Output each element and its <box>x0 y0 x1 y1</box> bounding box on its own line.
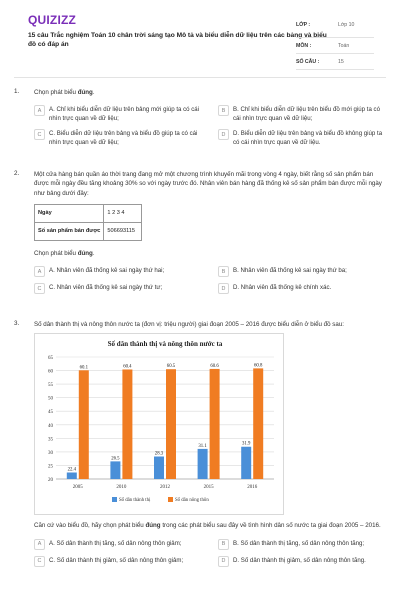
y-tick-label: 60 <box>48 369 53 375</box>
page-title: 15 câu Trắc nghiệm Toán 10 chân trời sáng tạo Mô tả và biểu diễn dữ liệu trên các bảng và biểu đồ có đáp án <box>28 32 327 48</box>
data-label: 22.4 <box>67 467 77 473</box>
prompt-bold: đúng <box>77 249 93 257</box>
bar-rural-2005 <box>79 371 89 480</box>
question-prompt: Một cửa hàng bán quần áo thời trang đang mở một chương trình khuyến mãi trong vòng 4 ngày, biết rằng số sản phẩm bán được mỗi ngày đều tăng khoảng 30% so với ngày trước đó. Nhân viên bán hàng đã thống kê số sản phẩm bán được mỗi ngày như bảng dưới đây: <box>34 171 382 197</box>
x-tick-label: 2016 <box>247 485 258 491</box>
option-b[interactable] <box>218 105 386 123</box>
meta-value: 15 <box>338 58 344 65</box>
option-c[interactable] <box>34 283 202 294</box>
option-d[interactable] <box>218 129 386 147</box>
option-c[interactable] <box>34 129 202 147</box>
legend-swatch <box>168 497 173 502</box>
option-letter: A <box>34 266 45 277</box>
option-letter: D <box>218 129 229 140</box>
option-a[interactable] <box>34 266 202 277</box>
prompt-text: Căn cứ vào biểu đồ, hãy chọn phát biểu <box>34 522 146 530</box>
meta-label: LỚP : <box>296 21 311 28</box>
prompt-bold: đúng <box>145 522 161 530</box>
data-label: 31.1 <box>198 444 207 450</box>
option-letter: B <box>218 266 229 277</box>
option-letter: A <box>34 539 45 550</box>
sales-table <box>34 204 142 241</box>
prompt-text: trong các phát biểu sau đây về tình hình dân số nước ta giai đoạn 2005 – 2016. <box>160 522 381 530</box>
table-cell-label: Ngày <box>35 204 104 222</box>
y-tick-label: 50 <box>48 396 53 402</box>
option-letter: D <box>218 283 229 294</box>
meta-row-class <box>296 12 374 38</box>
question-number: 1. <box>14 88 20 95</box>
option-a[interactable] <box>34 105 202 123</box>
bar-urban-2005 <box>67 473 77 480</box>
option-letter: C <box>34 556 45 567</box>
y-tick-label: 20 <box>48 478 53 484</box>
question-2 <box>14 170 386 294</box>
meta-table <box>296 12 374 70</box>
question-prompt-2 <box>34 249 386 258</box>
prompt-text: Chọn phát biểu <box>34 249 78 257</box>
meta-row-count <box>296 54 374 70</box>
data-label: 60.6 <box>210 364 219 370</box>
meta-label: SỐ CÂU : <box>296 58 320 65</box>
table-row <box>35 222 142 240</box>
option-letter: A <box>34 105 45 116</box>
option-c[interactable] <box>34 556 202 567</box>
x-tick-label: 2015 <box>203 485 214 491</box>
x-tick-label: 2005 <box>72 485 83 491</box>
meta-label: MÔN : <box>296 42 312 49</box>
y-tick-label: 40 <box>48 424 53 430</box>
table-cell-label: Số sản phẩm bán được <box>35 222 104 240</box>
y-tick-label: 65 <box>48 356 53 362</box>
question-prompt: Số dân thành thị và nông thôn nước ta (đơn vị: triệu người) giai đoạn 2005 – 2016 được biểu diễn ở biểu đồ sau: <box>34 321 344 328</box>
option-d[interactable] <box>218 556 386 567</box>
option-a[interactable] <box>34 539 202 550</box>
bar-urban-2010 <box>110 462 120 480</box>
bar-rural-2010 <box>122 370 132 480</box>
option-d[interactable] <box>218 283 386 294</box>
option-text: D. Số dân thành thị giảm, số dân nông thôn tăng. <box>233 556 366 564</box>
option-text: A. Chỉ khi biểu diễn dữ liệu trên bảng mới giúp ta có cái nhìn trực quan về dữ liệu; <box>49 106 200 123</box>
option-letter: B <box>218 539 229 550</box>
option-b[interactable] <box>218 539 386 550</box>
option-letter: C <box>34 283 45 294</box>
option-text: C. Nhân viên đã thống kê sai ngày thứ tư; <box>49 284 163 292</box>
legend-label: Số dân nông thôn <box>175 498 209 504</box>
bar-urban-2016 <box>241 447 251 479</box>
y-tick-label: 25 <box>48 464 53 470</box>
option-text: D. Biểu diễn dữ liệu trên bảng và biểu đồ không giúp ta có cái nhìn trực quan về dữ liệu. <box>233 130 383 147</box>
data-label: 60.8 <box>253 363 263 369</box>
quizizz-logo: QUIZIZZ <box>28 13 77 27</box>
data-label: 60.4 <box>123 364 132 370</box>
answer-options <box>34 266 386 294</box>
meta-row-subject <box>296 38 374 54</box>
option-text: A. Số dân thành thị tăng, số dân nông thôn giảm; <box>49 539 182 547</box>
question-number: 2. <box>14 170 20 177</box>
prompt-text: . <box>92 89 95 96</box>
bar-urban-2012 <box>154 457 164 480</box>
option-b[interactable] <box>218 266 386 277</box>
question-prompt <box>34 88 386 97</box>
option-letter: D <box>218 556 229 567</box>
bar-rural-2016 <box>253 369 263 480</box>
meta-value: Toán <box>338 42 350 49</box>
x-tick-label: 2012 <box>160 485 170 491</box>
data-label: 60.1 <box>79 365 89 371</box>
option-text: C. Số dân thành thị giảm, số dân nông thôn giảm; <box>49 556 184 564</box>
data-label: 60.5 <box>166 364 176 370</box>
table-row <box>35 204 142 222</box>
option-text: B. Chỉ khi biểu diễn dữ liệu trên biểu đồ mới giúp ta có cái nhìn trực quan về dữ liệu; <box>233 106 380 123</box>
bar-rural-2012 <box>166 369 176 479</box>
y-tick-label: 45 <box>48 410 53 416</box>
option-text: A. Nhân viên đã thống kê sai ngày thứ hai; <box>49 267 165 275</box>
option-text: B. Nhân viên đã thống kê sai ngày thứ ba; <box>233 267 347 275</box>
prompt-bold: đúng <box>77 89 93 96</box>
table-cell-value: 1 2 3 4 <box>104 204 142 222</box>
meta-value: Lớp 10 <box>338 21 355 28</box>
prompt-text: Chọn phát biểu <box>34 89 78 96</box>
option-text: C. Biểu diễn dữ liệu trên bảng và biểu đồ giúp ta có cái nhìn trực quan về dữ liệu; <box>49 130 198 147</box>
prompt-text: . <box>92 249 95 257</box>
bar-urban-2015 <box>198 449 208 479</box>
population-bar-chart <box>34 333 284 515</box>
x-tick-label: 2010 <box>116 485 127 491</box>
option-text: D. Nhân viên đã thống kê chính xác. <box>233 284 332 292</box>
data-label: 28.3 <box>154 451 164 457</box>
bar-rural-2015 <box>210 369 220 479</box>
population-chart-container <box>34 333 386 517</box>
legend-label: Số dân thành thị <box>119 498 151 504</box>
legend-swatch <box>112 497 117 502</box>
option-letter: C <box>34 129 45 140</box>
data-label: 26.5 <box>111 456 120 462</box>
question-number: 3. <box>14 320 20 327</box>
answer-options <box>34 539 386 567</box>
question-prompt-2 <box>34 521 386 530</box>
y-tick-label: 30 <box>48 451 53 457</box>
chart-title: Số dân thành thị và nông thôn nước ta <box>107 340 223 349</box>
data-label: 31.9 <box>241 442 251 448</box>
answer-options <box>34 105 386 147</box>
y-tick-label: 35 <box>48 437 53 443</box>
y-tick-label: 55 <box>48 383 53 389</box>
table-cell-value: 506693115 <box>104 222 142 240</box>
option-text: B. Số dân thành thị tăng, số dân nông thôn tăng; <box>233 539 365 547</box>
question-3 <box>14 320 386 567</box>
option-letter: B <box>218 105 229 116</box>
page-header <box>14 0 386 78</box>
question-1 <box>14 88 386 147</box>
